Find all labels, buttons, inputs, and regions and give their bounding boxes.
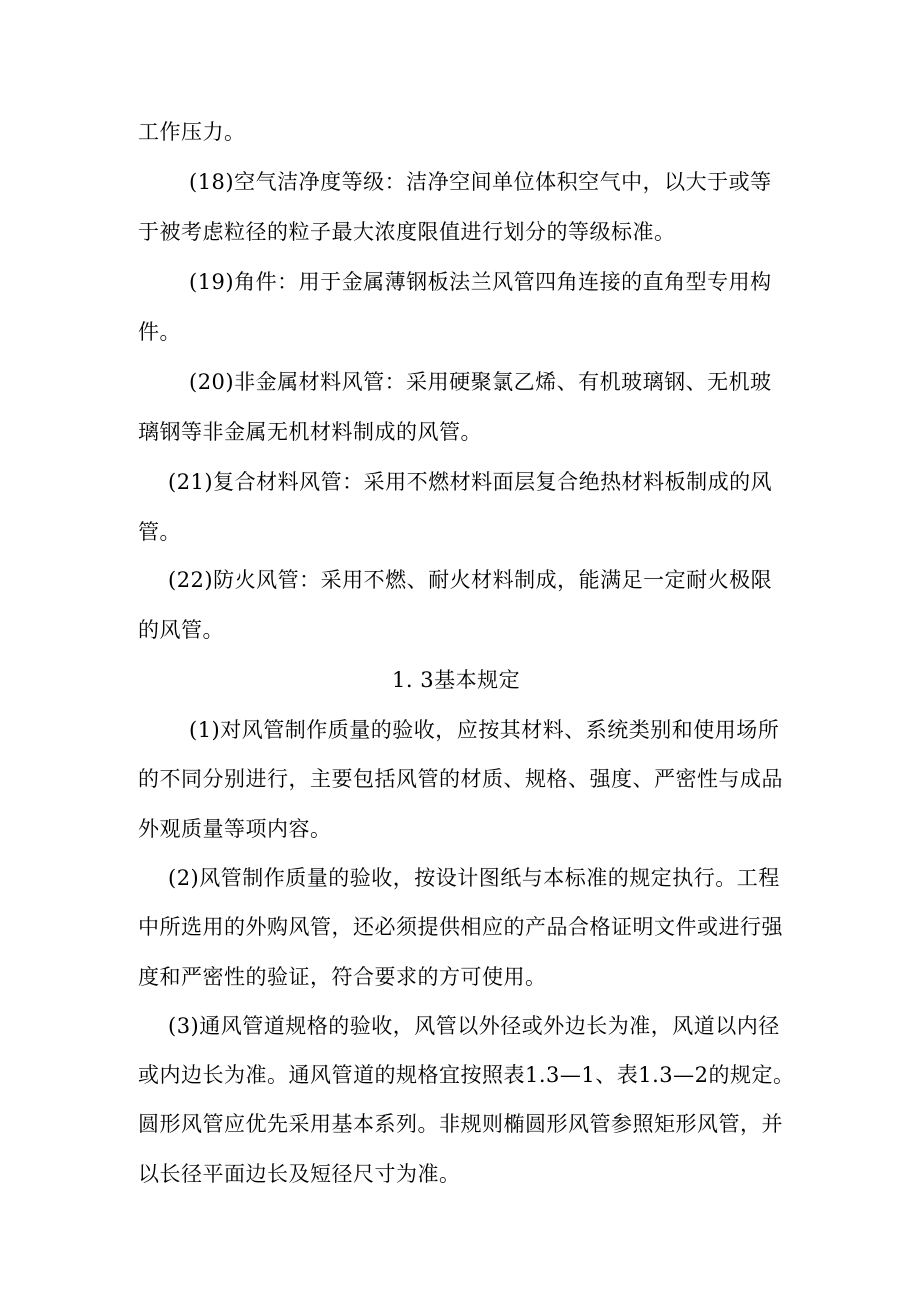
paragraph-line: 工作压力。 (138, 120, 246, 144)
paragraph-line: (20)非金属材料风管：采用硬聚氯乙烯、有机玻璃钢、无机玻 (189, 370, 772, 394)
paragraph-line: 璃钢等非金属无机材料制成的风管。 (138, 420, 482, 444)
paragraph-line: (22)防火风管：采用不燃、耐火材料制成，能满足一定耐火极限 (168, 568, 773, 592)
paragraph-line: 度和严密性的验证，符合要求的方可使用。 (138, 965, 547, 989)
paragraph-line: (18)空气洁净度等级：洁净空间单位体积空气中，以大于或等 (189, 170, 772, 194)
paragraph-line: 中所选用的外购风管，还必须提供相应的产品合格证明文件或进行强 (138, 915, 783, 939)
paragraph-line: 的风管。 (138, 618, 224, 642)
paragraph-line: 的不同分别进行，主要包括风管的材质、规格、强度、严密性与成品 (138, 767, 783, 791)
paragraph-line: 以长径平面边长及短径尺寸为准。 (138, 1162, 461, 1186)
paragraph-line: 件。 (138, 320, 181, 344)
paragraph-line: 或内边长为准。通风管道的规格宜按照表1.3—1、表1.3—2的规定。 (138, 1063, 795, 1087)
paragraph-line: 管。 (138, 520, 181, 544)
section-heading: 1. 3基本规定 (392, 668, 521, 692)
paragraph-line: (3)通风管道规格的验收，风管以外径或外边长为准，风道以内径 (168, 1014, 780, 1038)
paragraph-line: (19)角件：用于金属薄钢板法兰风管四角连接的直角型专用构 (189, 270, 772, 294)
paragraph-line: (2)风管制作质量的验收，按设计图纸与本标准的规定执行。工程 (168, 866, 780, 890)
paragraph-line: (21)复合材料风管：采用不燃材料面层复合绝热材料板制成的风 (168, 470, 773, 494)
paragraph-line: 圆形风管应优先采用基本系列。非规则椭圆形风管参照矩形风管，并 (138, 1112, 783, 1136)
paragraph-line: 于被考虑粒径的粒子最大浓度限值进行划分的等级标准。 (138, 220, 676, 244)
paragraph-line: (1)对风管制作质量的验收，应按其材料、系统类别和使用场所 (189, 718, 780, 742)
paragraph-line: 外观质量等项内容。 (138, 817, 332, 841)
